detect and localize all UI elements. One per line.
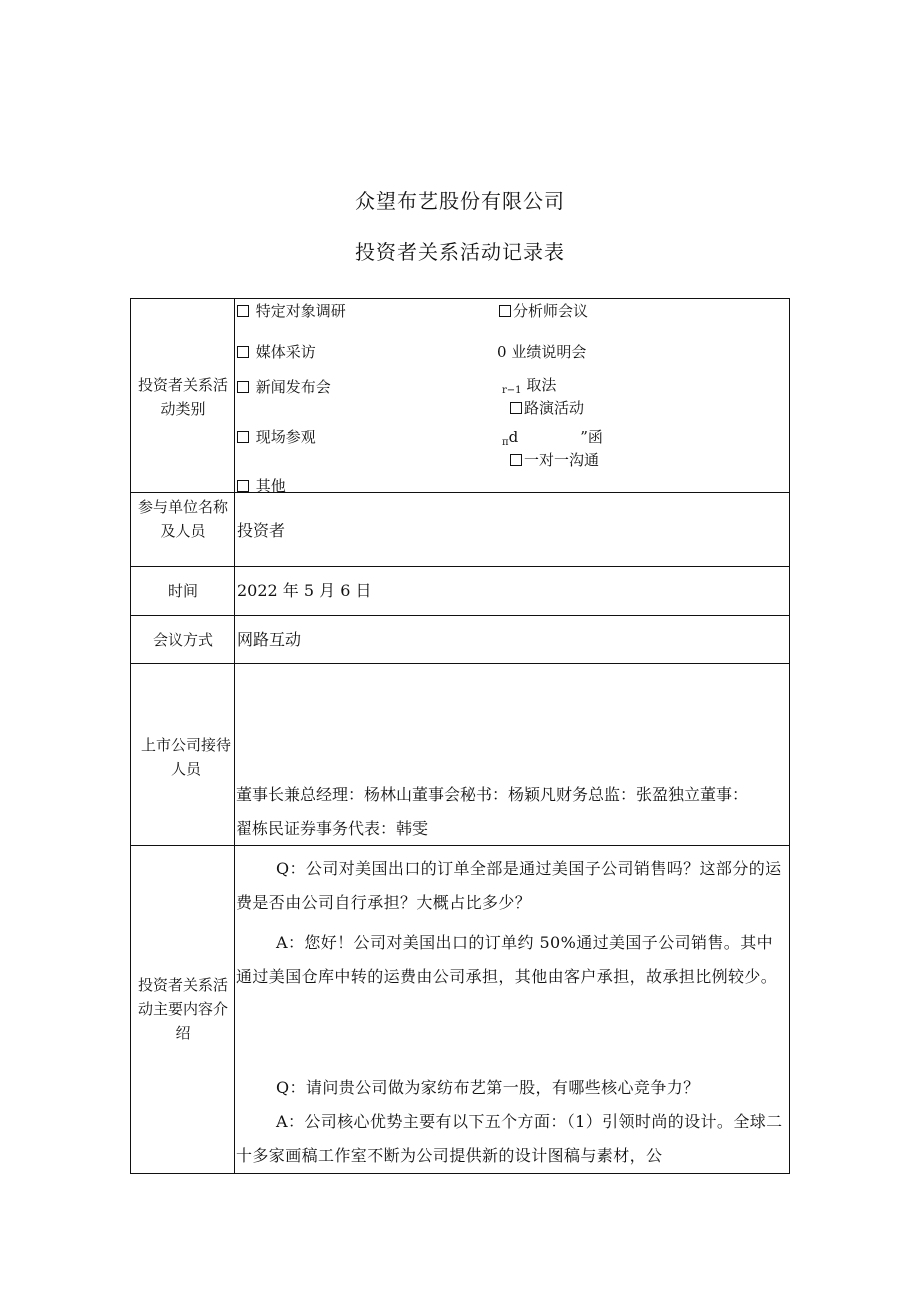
participants-value: 投资者 bbox=[237, 521, 286, 540]
method-value: 网路互动 bbox=[237, 630, 302, 649]
time-label: 时间 bbox=[167, 582, 198, 600]
option-site-visit[interactable]: 现场参观 bbox=[237, 428, 316, 446]
option-other[interactable]: 其他 bbox=[237, 477, 286, 495]
checkbox-icon bbox=[237, 480, 249, 492]
option-roadshow[interactable]: 路演活动 bbox=[510, 399, 584, 417]
time-value: 2022 年 5 月 6 日 bbox=[237, 581, 372, 600]
answer-1: A：您好！公司对美国出口的订单约 50%通过美国子公司销售。其中通过美国仓库中转的运费由公司承担，其他由客户承担，故承担比例较少。 bbox=[236, 933, 778, 986]
question-1: Q：公司对美国出口的订单全部是通过美国子公司销售吗？这部分的运费是否由公司自行承担？大概占比多少？ bbox=[236, 859, 782, 912]
row-divider bbox=[130, 566, 790, 567]
content-label: 投资者关系活动主要内容介绍 bbox=[137, 976, 228, 1042]
row-divider bbox=[130, 615, 790, 616]
checkbox-icon bbox=[237, 305, 249, 317]
row-divider bbox=[130, 845, 790, 846]
garbled-option-text: $_\pi$d ”函 bbox=[502, 428, 603, 448]
checkbox-icon bbox=[510, 402, 522, 414]
garbled-option-text: $_{r-1}$ 取法 bbox=[502, 376, 557, 396]
category-label: 投资者关系活动类别 bbox=[137, 376, 228, 418]
row-divider bbox=[130, 663, 790, 664]
participants-label: 参与单位名称及人员 bbox=[137, 498, 228, 540]
option-analyst-meeting[interactable]: 分析师会议 bbox=[499, 302, 588, 320]
table-border-right bbox=[789, 298, 790, 1174]
reception-line-2: 翟栋民证券事务代表：韩雯 bbox=[236, 819, 429, 838]
table-border-top bbox=[130, 298, 790, 299]
checkbox-icon bbox=[237, 431, 249, 443]
document-title: 投资者关系活动记录表 bbox=[355, 240, 565, 264]
checkbox-icon bbox=[237, 346, 249, 358]
checkbox-icon bbox=[499, 305, 511, 317]
question-2: Q：请问贵公司做为家纺布艺第一股，有哪些核心竞争力？ bbox=[276, 1078, 700, 1097]
row-divider bbox=[130, 492, 790, 493]
method-label: 会议方式 bbox=[152, 631, 213, 649]
option-press-conference[interactable]: 新闻发布会 bbox=[237, 378, 331, 396]
reception-label: 上市公司接待人员 bbox=[140, 736, 231, 778]
option-results-briefing[interactable]: 0 业绩说明会 bbox=[497, 343, 587, 361]
option-one-on-one[interactable]: 一对一沟通 bbox=[510, 451, 599, 469]
reception-line-1: 董事长兼总经理：杨林山董事会秘书：杨颖凡财务总监：张盈独立董事： bbox=[236, 785, 749, 804]
option-specific-research[interactable]: 特定对象调研 bbox=[237, 302, 346, 320]
option-media-interview[interactable]: 媒体采访 bbox=[237, 343, 316, 361]
answer-2: A：公司核心优势主要有以下五个方面：（1）引领时尚的设计。全球二十多家画稿工作室不断为公司提供新的设计图稿与素材，公 bbox=[236, 1112, 783, 1165]
checkbox-icon bbox=[237, 381, 249, 393]
company-name: 众望布艺股份有限公司 bbox=[355, 189, 565, 213]
checkbox-icon bbox=[510, 454, 522, 466]
table-border-bottom bbox=[130, 1173, 790, 1174]
